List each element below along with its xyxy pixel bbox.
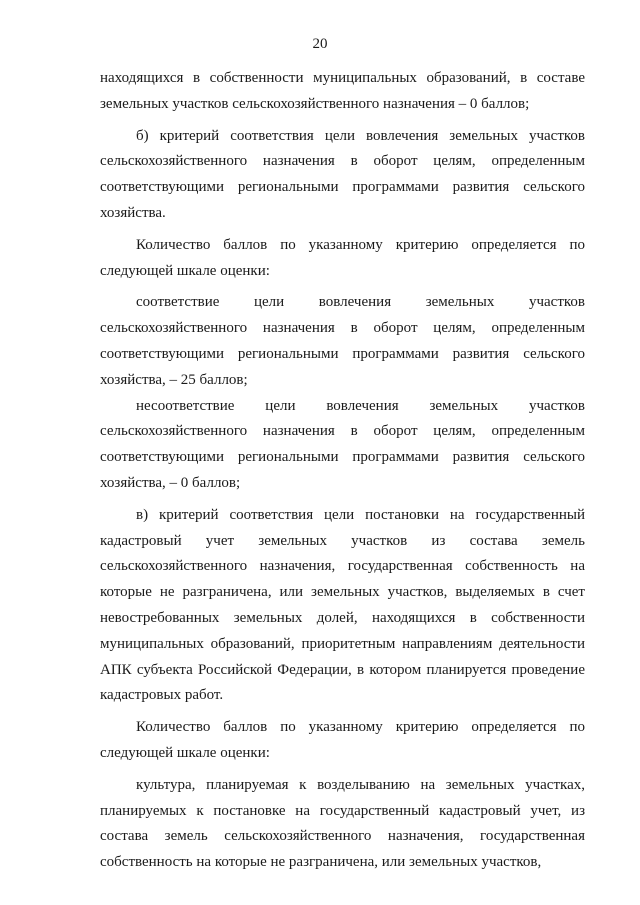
paragraph-scoring-scale: Количество баллов по указанному критерию определяется по следующей шкале оценки: [100,236,585,279]
paragraph-scoring-scale-2: Количество баллов по указанному критерию определяется по следующей шкале оценки: [100,719,585,761]
paragraph-culture: культура, планируемая к возделыванию на земельных участках, планируемых к постановке на государственный кадастровый учет, из состава земель сельскохозяйственного назначения, государственная собственность на которые не разграничена, или земельных участков, [100,776,585,871]
paragraph-noncompliance-0: несоответствие цели вовлечения земельных участков сельскохозяйственного назначения в оборот целям, определенным соответствующими региональными программами развития сельского хозяйства, – 0 баллов; [100,397,585,491]
paragraph-criterion-c: в) критерий соответствия цели постановки на государственный кадастровый учет земельных участков из состава земель сельскохозяйственного назначения, государственная собственность на которые не разграничена, или земельных участков, выделяемых в счет невостребованных земельных долей, находящихся в собственности муниципальных образований, приоритетным направлениям деятельности АПК субъекта Российской Федерации, в котором планируется проведение кадастровых работ. [100,506,585,704]
page-number: 20 [312,36,328,52]
document-body [100,66,585,876]
paragraph-compliance-25: соответствие цели вовлечения земельных участков сельскохозяйственного назначения в оборот целям, определенным соответствующими региональными программами развития сельского хозяйства, – 25 баллов; [100,294,585,388]
paragraph-continuation: находящихся в собственности муниципальных образований, в составе земельных участков сельскохозяйственного назначения – 0 баллов; [100,70,585,112]
paragraph-criterion-b: б) критерий соответствия цели вовлечения земельных участков сельскохозяйственного назначения в оборот целям, определенным соответствующими региональными программами развития сельского хозяйства. [100,127,585,221]
